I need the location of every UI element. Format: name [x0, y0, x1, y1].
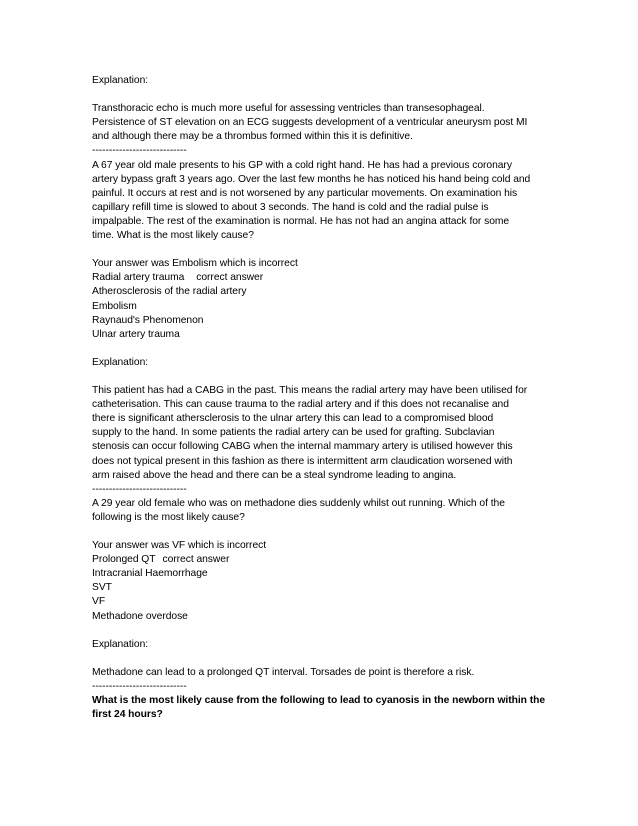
explanation-text: there is significant athersclerosis to the ulnar artery this can lead to a compromised blood — [92, 413, 494, 425]
answer-option: SVT — [92, 582, 112, 594]
option-label: Prolonged QT — [92, 554, 156, 566]
explanation-text: arm raised above the head and there can be a steal syndrome leading to angina. — [92, 469, 457, 481]
spacer — [92, 243, 552, 257]
your-answer: Your answer was Embolism which is incorrect — [92, 258, 298, 270]
explanation-text: Persistence of ST elevation on an ECG suggests development of a ventricular aneurysm post MI — [92, 117, 528, 129]
spacer — [92, 624, 552, 638]
correct-answer-tag: correct answer — [162, 554, 230, 566]
answer-option: Raynaud's Phenomenon — [92, 314, 204, 326]
answer-option: VF — [92, 596, 106, 608]
explanation-label: Explanation: — [92, 638, 149, 650]
spacer — [92, 88, 552, 102]
question-text: capillary refill time is slowed to about 3 seconds. The hand is cold and the radial pulse is — [92, 201, 489, 213]
spacer — [92, 342, 552, 356]
question-text: impalpable. The rest of the examination is normal. He has not had an angina attack for some — [92, 215, 510, 227]
answer-option: Atherosclerosis of the radial artery — [92, 286, 247, 298]
explanation-label: Explanation: — [92, 356, 149, 368]
answer-option-correct — [92, 271, 552, 285]
explanation-text: and although there may be a thrombus formed within this it is definitive. — [92, 131, 413, 143]
question-text: time. What is the most likely cause? — [92, 230, 254, 242]
question-text: A 67 year old male presents to his GP with a cold right hand. He has had a previous coronary — [92, 159, 512, 171]
answer-option: Methadone overdose — [92, 610, 188, 622]
separator: ---------------------------- — [92, 681, 187, 693]
spacer — [92, 652, 552, 666]
question-text-bold: What is the most likely cause from the following to lead to cyanosis in the newborn within the — [92, 695, 545, 707]
option-label: Radial artery trauma — [92, 272, 185, 284]
separator: ---------------------------- — [92, 483, 187, 495]
explanation-text: Methadone can lead to a prolonged QT interval. Torsades de point is therefore a risk. — [92, 666, 475, 678]
explanation-text: stenosis can occur following CABG when the internal mammary artery is utilised however this — [92, 441, 513, 453]
spacer — [92, 370, 552, 384]
question-text: following is the most likely cause? — [92, 511, 245, 523]
explanation-label: Explanation: — [92, 75, 149, 86]
answer-option: Embolism — [92, 300, 137, 312]
document-page — [92, 74, 552, 722]
answer-option: Intracranial Haemorrhage — [92, 568, 208, 580]
your-answer: Your answer was VF which is incorrect — [92, 540, 267, 552]
question-text: painful. It occurs at rest and is not worsened by any particular movements. On examination his — [92, 187, 518, 199]
explanation-text: This patient has had a CABG in the past. This means the radial artery may have been utilised for — [92, 385, 528, 397]
question-text-bold: first 24 hours? — [92, 709, 163, 721]
question-text: artery bypass graft 3 years ago. Over the last few months he has noticed his hand being cold and — [92, 173, 531, 185]
explanation-text: does not typical present in this fashion as there is intermittent arm claudication worsened with — [92, 455, 513, 467]
correct-answer-tag: correct answer — [196, 272, 264, 284]
explanation-text: supply to the hand. In some patients the radial artery can be used for grafting. Subclavian — [92, 427, 495, 439]
spacer — [92, 525, 552, 539]
explanation-text: Transthoracic echo is much more useful for assessing ventricles than transesophageal. — [92, 103, 485, 115]
explanation-text: catheterisation. This can cause trauma to the radial artery and if this does not recanalise and — [92, 399, 509, 411]
answer-option: Ulnar artery trauma — [92, 328, 180, 340]
separator: ---------------------------- — [92, 145, 187, 157]
question-text: A 29 year old female who was on methadone dies suddenly whilst out running. Which of the — [92, 497, 505, 509]
answer-option-correct — [92, 553, 552, 567]
